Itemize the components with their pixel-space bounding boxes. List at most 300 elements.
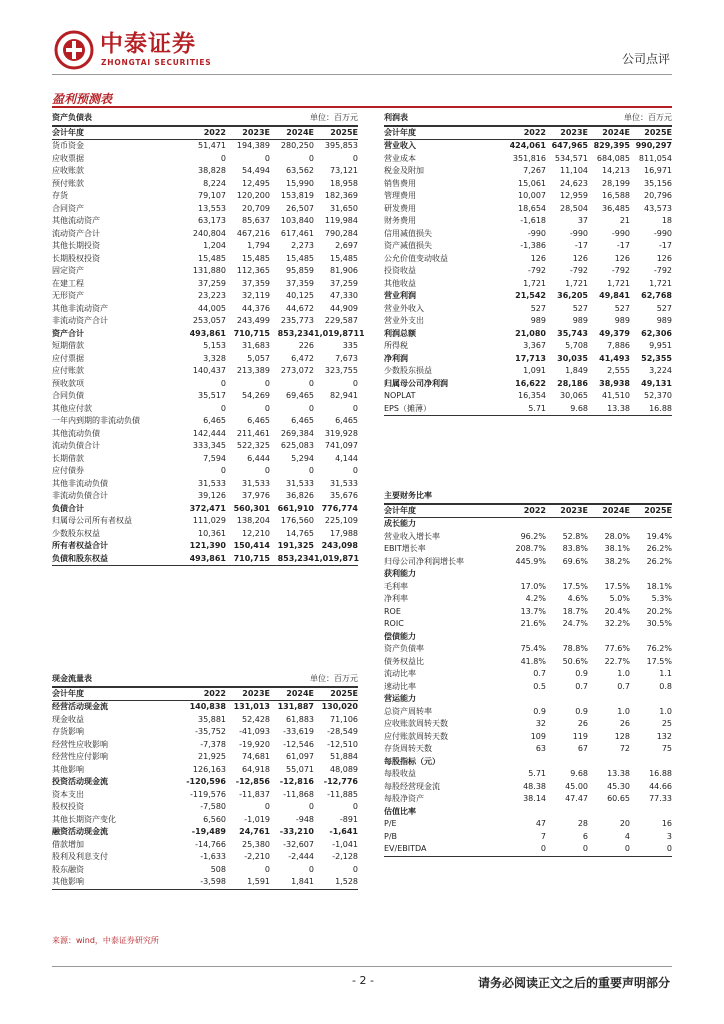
row-label: 每股净资产	[384, 794, 424, 804]
row-label: 融资活动现金流	[52, 827, 108, 837]
cell-value: 335	[342, 341, 358, 351]
cell-value: -2,128	[332, 852, 358, 862]
table-row	[384, 403, 672, 417]
cell-value: 351,816	[512, 153, 546, 163]
cell-value: 395,853	[324, 141, 358, 151]
cell-value: 4.2%	[525, 594, 546, 604]
cell-value: 15,485	[330, 253, 358, 263]
cell-value: 52,355	[641, 353, 672, 363]
cell-value: 3,224	[649, 366, 672, 376]
table-title: 资产负债表	[52, 113, 92, 123]
cell-value: -2,444	[288, 852, 314, 862]
table-row	[384, 253, 672, 266]
cell-value: 4	[624, 831, 630, 841]
table-row	[52, 378, 358, 391]
cell-value: 31,683	[242, 341, 270, 351]
cell-value: 54,494	[242, 166, 270, 176]
row-label: 销售费用	[384, 178, 416, 188]
cell-value: 21.6%	[520, 619, 546, 629]
table-row	[384, 215, 672, 228]
row-label: 其他应付款	[52, 403, 92, 413]
cell-value: 63	[535, 744, 546, 754]
cell-value: 191,325	[277, 541, 314, 551]
cell-value: 121,390	[189, 541, 226, 551]
row-label: 投资活动现金流	[52, 777, 108, 787]
cell-value: 0	[308, 802, 314, 812]
cell-value: 15,485	[242, 253, 270, 263]
cell-value: 811,054	[638, 153, 672, 163]
row-label: 速动比率	[384, 681, 416, 691]
row-label: ROE	[384, 606, 401, 616]
cell-value: 44.66	[649, 781, 672, 791]
cell-value: 36,826	[286, 491, 314, 501]
row-label: 归母公司净利润增长率	[384, 556, 464, 566]
cell-value: 1,849	[565, 366, 588, 376]
cell-value: 28,186	[557, 378, 588, 388]
cell-value: 647,965	[551, 141, 588, 151]
cell-value: 1.1	[659, 669, 672, 679]
cell-value: -990	[527, 228, 546, 238]
row-label: 资本支出	[52, 789, 84, 799]
cell-value: -35,752	[195, 727, 226, 737]
cell-value: 75	[661, 744, 672, 754]
cell-value: -28,549	[327, 727, 358, 737]
table-header-row	[52, 687, 358, 702]
column-header: 2024E	[286, 127, 314, 137]
cell-value: 7,267	[523, 166, 546, 176]
table-row	[384, 378, 672, 391]
table-row	[384, 743, 672, 756]
cell-value: 119,984	[324, 216, 358, 226]
cell-value: 26	[619, 719, 630, 729]
row-label: EBIT增长率	[384, 544, 426, 554]
column-header: 2024E	[602, 127, 630, 137]
cell-value: 140,437	[192, 366, 226, 376]
cell-value: 132	[656, 731, 672, 741]
cell-value: 1,204	[203, 241, 226, 251]
source-note: 来源：wind，中泰证券研究所	[52, 936, 159, 945]
cell-value: 51,471	[198, 141, 226, 151]
cell-value: -11,837	[239, 789, 270, 799]
cell-value: -11,868	[283, 789, 314, 799]
cell-value: 37,359	[286, 278, 314, 288]
cell-value: 49,131	[641, 378, 672, 388]
cell-value: 63,173	[198, 216, 226, 226]
cell-value: 16	[661, 819, 672, 829]
table-row	[384, 165, 672, 178]
cell-value: -119,576	[190, 789, 226, 799]
table-row	[52, 390, 358, 403]
cell-value: 140,838	[189, 702, 226, 712]
cell-value: 1,591	[247, 877, 270, 887]
cell-value: 32,119	[242, 291, 270, 301]
cell-value: 0.7	[617, 681, 630, 691]
table-row	[384, 706, 672, 719]
cell-value: 13,553	[198, 203, 226, 213]
table-row	[52, 776, 358, 789]
column-header: 2023E	[242, 688, 270, 698]
cell-value: -12,856	[235, 777, 270, 787]
cell-value: 96.2%	[520, 531, 546, 541]
table-unit: 单位：百万元	[310, 674, 358, 684]
cell-value: 853,234	[277, 328, 314, 338]
cell-value: 0	[308, 466, 314, 476]
cell-value: 16.88	[649, 769, 672, 779]
row-label: 合同资产	[52, 203, 84, 213]
row-label: 股东融资	[52, 864, 84, 874]
cell-value: 508	[210, 864, 226, 874]
table-row	[52, 801, 358, 814]
cell-value: 47.47	[565, 794, 588, 804]
table-row	[52, 826, 358, 839]
cell-value: 0.9	[533, 706, 546, 716]
cell-value: 37,259	[198, 278, 226, 288]
cell-value: 26.2%	[646, 544, 672, 554]
row-label: 长期借款	[52, 453, 84, 463]
table-row	[384, 328, 672, 341]
cell-value: 71,106	[330, 714, 358, 724]
table-row	[52, 528, 358, 541]
cell-value: -12,510	[327, 739, 358, 749]
cell-value: 560,301	[233, 503, 270, 513]
cell-value: -7,378	[200, 739, 226, 749]
cell-value: -2,210	[244, 852, 270, 862]
cell-value: 6,465	[247, 416, 270, 426]
cell-value: 527	[614, 303, 630, 313]
cell-value: 64,918	[242, 764, 270, 774]
cell-value: 120,200	[236, 191, 270, 201]
section-title: 盈利预测表	[52, 92, 113, 106]
table-row	[52, 453, 358, 466]
cell-value: 17.5%	[562, 581, 588, 591]
row-label: 所有者权益合计	[52, 541, 108, 551]
cell-value: 50.6%	[562, 656, 588, 666]
column-header: 2023E	[560, 127, 588, 137]
row-label: 存货影响	[52, 727, 84, 737]
cell-value: 1,721	[649, 278, 672, 288]
row-label: 其他收益	[384, 278, 416, 288]
page-number: - 2 -	[352, 974, 374, 987]
table-title-bar	[52, 112, 358, 126]
cell-value: 0	[220, 403, 226, 413]
row-label: 资产减值损失	[384, 241, 432, 251]
column-header: 2025E	[644, 505, 672, 515]
table-row	[52, 515, 358, 528]
row-label: 货币资金	[52, 141, 84, 151]
table-row	[52, 465, 358, 478]
cell-value: 225,109	[324, 516, 358, 526]
section-header-row	[384, 631, 672, 644]
cell-value: 10,361	[198, 528, 226, 538]
row-label: 少数股东权益	[52, 528, 100, 538]
cell-value: 24,623	[560, 178, 588, 188]
cell-value: 493,861	[189, 553, 226, 563]
cell-value: 31,533	[286, 478, 314, 488]
row-label: P/E	[384, 819, 397, 829]
table-unit: 单位：百万元	[624, 113, 672, 123]
table-title: 主要财务比率	[384, 491, 432, 501]
cell-value: 7,673	[335, 353, 358, 363]
cell-value: 72	[619, 744, 630, 754]
cell-value: 445.9%	[515, 556, 546, 566]
row-label: 成长能力	[384, 519, 416, 529]
cell-value: 111,029	[192, 516, 226, 526]
cell-value: -120,596	[186, 777, 226, 787]
cell-value: 710,715	[233, 553, 270, 563]
table-header-row	[384, 126, 672, 141]
cell-value: -792	[611, 266, 630, 276]
column-header: 2024E	[286, 688, 314, 698]
cell-value: 26,507	[286, 203, 314, 213]
cell-value: 30,035	[557, 353, 588, 363]
table-header-row	[384, 504, 672, 519]
cell-value: 0	[264, 378, 270, 388]
cell-value: 776,774	[321, 503, 358, 513]
cell-value: 18	[661, 216, 672, 226]
cell-value: 20.4%	[604, 606, 630, 616]
cell-value: 31,533	[242, 478, 270, 488]
cell-value: 15,485	[286, 253, 314, 263]
cell-value: 126	[530, 253, 546, 263]
row-label: 预收款项	[52, 378, 84, 388]
row-label: 财务费用	[384, 216, 416, 226]
cell-value: 131,887	[277, 702, 314, 712]
column-header: 2022	[523, 505, 546, 515]
cell-value: 78.8%	[562, 644, 588, 654]
row-label: 净利率	[384, 594, 408, 604]
cell-value: 62,768	[641, 291, 672, 301]
cell-value: 119	[572, 731, 588, 741]
cell-value: 323,755	[324, 366, 358, 376]
logo-text-en: ZHONGTAI SECURITIES	[101, 58, 212, 67]
cell-value: 333,345	[192, 441, 226, 451]
cell-value: -33,210	[279, 827, 314, 837]
cell-value: 28,199	[602, 178, 630, 188]
document-type: 公司点评	[621, 52, 670, 66]
cell-value: 67	[577, 744, 588, 754]
cell-value: -990	[653, 228, 672, 238]
cell-value: 25,380	[242, 839, 270, 849]
cell-value: 240,804	[192, 228, 226, 238]
row-label: 借款增加	[52, 839, 84, 849]
cell-value: 493,861	[189, 328, 226, 338]
section-header-row	[384, 568, 672, 581]
cell-value: -11,885	[327, 789, 358, 799]
table-row	[384, 265, 672, 278]
row-label: 长期股权投资	[52, 253, 100, 263]
cell-value: 40,125	[286, 291, 314, 301]
table-row	[52, 751, 358, 764]
table-row	[384, 681, 672, 694]
cell-value: 5.71	[528, 769, 546, 779]
cell-value: 41,493	[599, 353, 630, 363]
cell-value: 211,461	[236, 428, 270, 438]
cell-value: 22.7%	[604, 656, 630, 666]
cell-value: 2,555	[607, 366, 630, 376]
table-row	[384, 768, 672, 781]
row-label: 营业收入增长率	[384, 531, 440, 541]
cell-value: 0	[352, 864, 358, 874]
cell-value: 37,359	[242, 278, 270, 288]
cell-value: -891	[339, 814, 358, 824]
cell-value: 30,065	[560, 391, 588, 401]
cell-value: 30.5%	[646, 619, 672, 629]
cell-value: 4.6%	[567, 594, 588, 604]
cell-value: 6,465	[203, 416, 226, 426]
row-label: 负债和股东权益	[52, 553, 108, 563]
row-label: 获利能力	[384, 569, 416, 579]
cell-value: 280,250	[280, 141, 314, 151]
cell-value: 0	[220, 378, 226, 388]
cell-value: 989	[572, 316, 588, 326]
row-label: 投资收益	[384, 266, 416, 276]
row-label: 非流动负债合计	[52, 491, 108, 501]
cell-value: 14,213	[602, 166, 630, 176]
cell-value: 16.88	[649, 403, 672, 413]
cell-value: 38.1%	[604, 544, 630, 554]
table-row	[384, 315, 672, 328]
cell-value: -7,580	[200, 802, 226, 812]
cell-value: 16,971	[644, 166, 672, 176]
cell-value: 79,107	[198, 191, 226, 201]
cell-value: 54,269	[242, 391, 270, 401]
page-header	[0, 0, 724, 80]
income-statement-table	[384, 112, 672, 416]
column-header: 2025E	[644, 127, 672, 137]
cell-value: 0	[264, 802, 270, 812]
table-row	[52, 165, 358, 178]
table-row	[52, 203, 358, 216]
cell-value: 39,126	[198, 491, 226, 501]
cell-value: 16,354	[518, 391, 546, 401]
cell-value: 26	[577, 719, 588, 729]
table-row	[52, 278, 358, 291]
cell-value: 1.0	[659, 706, 672, 716]
row-label: 其他非流动资产	[52, 303, 108, 313]
cell-value: 38.2%	[604, 556, 630, 566]
cell-value: 684,085	[596, 153, 630, 163]
cash-flow-table	[52, 673, 358, 890]
cell-value: -32,607	[283, 839, 314, 849]
cell-value: 20,709	[242, 203, 270, 213]
cell-value: 0	[624, 844, 630, 854]
table-row	[384, 843, 672, 857]
cell-value: -33,619	[283, 727, 314, 737]
row-label: 每股指标（元）	[384, 756, 440, 766]
cell-value: 23,223	[198, 291, 226, 301]
table-row	[384, 793, 672, 806]
cell-value: 527	[656, 303, 672, 313]
row-label: 归属母公司所有者权益	[52, 516, 132, 526]
cell-value: 1,528	[335, 877, 358, 887]
row-label: 利润总额	[384, 328, 416, 338]
cell-value: 235,773	[280, 316, 314, 326]
cell-value: 7,886	[607, 341, 630, 351]
table-row	[384, 178, 672, 191]
cell-value: 25	[661, 719, 672, 729]
cell-value: 36,205	[557, 291, 588, 301]
table-row	[384, 556, 672, 569]
cell-value: 62,306	[641, 328, 672, 338]
cell-value: 0	[220, 466, 226, 476]
table-row	[384, 278, 672, 291]
cell-value: 8,224	[203, 178, 226, 188]
cell-value: -1,618	[520, 216, 546, 226]
row-label: 营业外收入	[384, 303, 424, 313]
cell-value: 45.00	[565, 781, 588, 791]
row-label: 所得税	[384, 341, 408, 351]
column-header: 会计年度	[52, 688, 84, 698]
cell-value: 989	[530, 316, 546, 326]
cell-value: 176,560	[280, 516, 314, 526]
table-row	[384, 365, 672, 378]
table-row	[52, 839, 358, 852]
row-label: 公允价值变动收益	[384, 253, 448, 263]
cell-value: 9.68	[570, 403, 588, 413]
row-label: ROIC	[384, 619, 404, 629]
cell-value: 13.38	[607, 403, 630, 413]
table-row	[384, 656, 672, 669]
row-label: 其他影响	[52, 877, 84, 887]
row-label: 流动比率	[384, 669, 416, 679]
row-label: 营业外支出	[384, 316, 424, 326]
cell-value: 319,928	[324, 428, 358, 438]
table-row	[52, 365, 358, 378]
cell-value: 625,083	[280, 441, 314, 451]
row-label: 存货	[52, 191, 68, 201]
cell-value: 15,485	[198, 253, 226, 263]
cell-value: 20.2%	[646, 606, 672, 616]
row-label: 现金收益	[52, 714, 84, 724]
cell-value: -17	[574, 241, 588, 251]
table-row	[384, 140, 672, 153]
row-label: 短期借款	[52, 341, 84, 351]
cell-value: -41,093	[239, 727, 270, 737]
cell-value: 11,104	[560, 166, 588, 176]
cell-value: -19,920	[239, 739, 270, 749]
column-header: 2024E	[602, 505, 630, 515]
cell-value: 13.7%	[520, 606, 546, 616]
cell-value: 49,841	[599, 291, 630, 301]
cell-value: 20	[619, 819, 630, 829]
table-row	[52, 440, 358, 453]
cell-value: -1,386	[520, 241, 546, 251]
cell-value: 372,471	[189, 503, 226, 513]
cell-value: 17,988	[330, 528, 358, 538]
cell-value: 18.1%	[646, 581, 672, 591]
cell-value: 52.8%	[562, 531, 588, 541]
cell-value: 37,259	[330, 278, 358, 288]
cell-value: 3,367	[523, 341, 546, 351]
section-header-row	[384, 518, 672, 531]
table-row	[52, 290, 358, 303]
row-label: 净利润	[384, 353, 408, 363]
cell-value: 112,365	[236, 266, 270, 276]
cell-value: 0	[308, 153, 314, 163]
cell-value: 52,428	[242, 714, 270, 724]
table-row	[52, 303, 358, 316]
table-row	[52, 253, 358, 266]
column-header: 2022	[523, 127, 546, 137]
cell-value: 710,715	[233, 328, 270, 338]
cell-value: 28,504	[560, 203, 588, 213]
cell-value: 0.7	[533, 669, 546, 679]
row-label: 应付账款周转天数	[384, 731, 448, 741]
cell-value: 150,414	[233, 541, 270, 551]
cell-value: 69.6%	[562, 556, 588, 566]
cell-value: 69,465	[286, 391, 314, 401]
row-label: 经营性应付影响	[52, 752, 108, 762]
